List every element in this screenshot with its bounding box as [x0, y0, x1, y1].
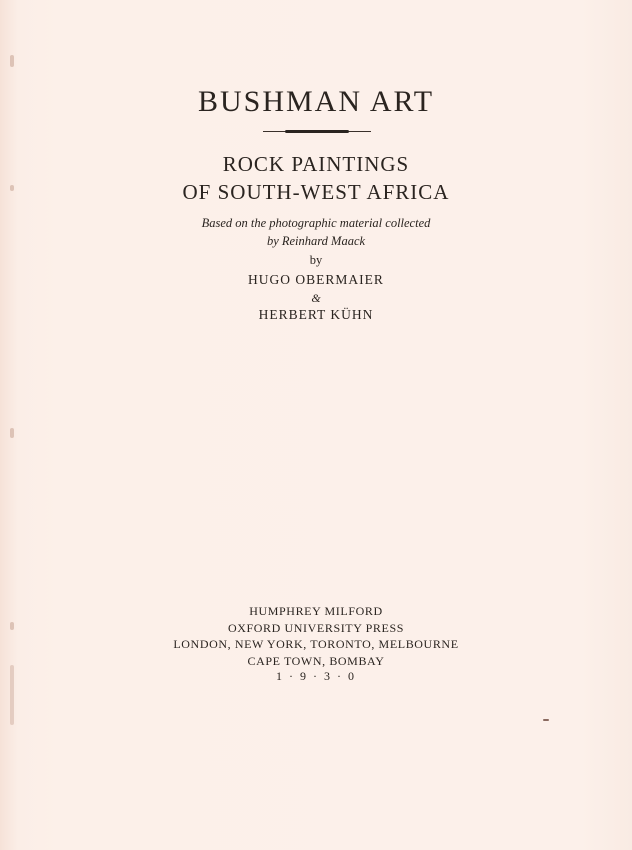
- subtitle-line-1: ROCK PAINTINGS: [222, 152, 410, 176]
- imprint-press: OXFORD UNIVERSITY PRESS: [227, 621, 405, 635]
- author-first: HUGO OBERMAIER: [248, 272, 384, 287]
- paper-speck: [543, 719, 549, 721]
- author-second: HERBERT KÜHN: [258, 307, 374, 322]
- subtitle-line-2: OF SOUTH-WEST AFRICA: [182, 180, 450, 204]
- note-line-2: by Reinhard Maack: [266, 234, 366, 248]
- spine-stain: [10, 428, 14, 438]
- author-conjunction: &: [311, 291, 321, 305]
- rule-thick-line: [285, 130, 349, 133]
- note-line-1: Based on the photographic material collected: [201, 216, 431, 230]
- by-label: by: [309, 253, 323, 267]
- imprint-year: 1 · 9 · 3 · 0: [276, 669, 356, 683]
- book-title: BUSHMAN ART: [197, 85, 435, 118]
- spine-stain: [10, 55, 14, 67]
- imprint-cities-1: LONDON, NEW YORK, TORONTO, MELBOURNE: [173, 637, 459, 651]
- title-rule: [263, 130, 371, 132]
- imprint-cities-2: CAPE TOWN, BOMBAY: [247, 654, 385, 668]
- imprint-publisher: HUMPHREY MILFORD: [249, 604, 383, 618]
